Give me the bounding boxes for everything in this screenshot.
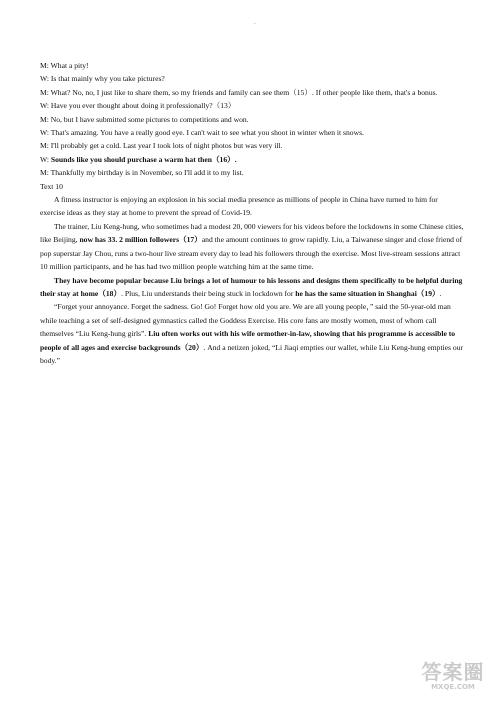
dialogue-block [40, 59, 464, 180]
passage-block [40, 193, 464, 367]
text-segment: The trainer, Liu Keng-hung, who sometimes had a modest 20, 000 viewers for his videos before the lockdowns in some Chinese cities, like Beijing, [40, 221, 464, 245]
page-header-mark: - [254, 22, 256, 27]
text-segment: A fitness instructor is enjoying an explosion in his social media presence as millions of people in China have turned to him for exercise ideas as they stay at home to prevent the spread of Covid-19. [40, 195, 438, 218]
bold-text-segment: he has the same situation in Shanghai（19） [295, 288, 440, 298]
bold-text-segment: now has 33. 2 million followers（17） [79, 235, 202, 245]
text-segment: M: I'll probably get a cold. Last year I took lots of night photos but was very ill. [40, 141, 283, 151]
text-segment: W: Have you ever thought about doing it professionally?（13） [40, 101, 236, 111]
bold-text-segment: Liu often works out with his wife ormother-in-law, showing that his programme is accessible to people of all ages and exercise backgrounds（20） [40, 329, 456, 352]
dialogue-line [40, 86, 464, 99]
text-segment: M: No, but I have submitted some pictures to competitions and won. [40, 114, 249, 124]
passage-paragraph [40, 300, 464, 367]
text-segment: W: Is that mainly why you take pictures? [40, 74, 165, 84]
watermark-logo [414, 661, 492, 701]
text-segment: and the amount continues to grow rapidly. Liu, a Taiwanese singer and close friend of pop superstar Jay Chou, runs a two-hour live stream every day to lead his followers through the exercise. Most live-stream sessions attract 10 million participants, and he has had two million people watching him at the same time. [40, 235, 463, 272]
text-segment: . Plus, Liu understands their being stuck in lockdown for [121, 288, 296, 298]
watermark-logo-text: 答案圈 [421, 660, 485, 684]
text-segment: M: What? No, no, I just like to share them, so my friends and family can see them（15）. If other people like them, that's a bonus. [40, 87, 438, 97]
passage-paragraph [40, 220, 464, 274]
passage-paragraph [40, 274, 464, 301]
dialogue-line [40, 139, 464, 152]
bold-text-segment: They have become popular because Liu brings a lot of humour to his lessons and designs them specifically to be helpful during their stay at home（18） [40, 275, 463, 298]
dialogue-line [40, 153, 464, 166]
text-segment: . And a netizen joked, “Li Jiaqi empties our wallet, while Liu Keng-hung empties our body.” [40, 342, 464, 365]
dialogue-line [40, 59, 464, 72]
passage-paragraph [40, 193, 464, 220]
document-body [40, 59, 464, 367]
text-segment: W: That's amazing. You have a really good eye. I can't wait to see what you shoot in winter when it snows. [40, 128, 364, 138]
text-segment: . [439, 288, 442, 298]
dialogue-line [40, 99, 464, 112]
watermark-site-text: MXQE.COM [431, 683, 475, 691]
text-segment: M: Thankfully my birthday is in November, so I'll add it to my list. [40, 168, 244, 178]
section-title: Text 10 [40, 181, 63, 191]
text-segment: W: [40, 154, 51, 164]
dialogue-line [40, 72, 464, 85]
text-segment: “Forget your annoyance. Forget the sadness. Go! Go! Forget how old you are. We are all young people，” said the 50-year-old man while teaching a set of self-designed gymnastics called the Goddess Exercise. His core fans are mostly women, most of whom call themselves “Liu Keng-hung girls”. [40, 302, 451, 339]
dialogue-line [40, 126, 464, 139]
dialogue-line [40, 166, 464, 179]
dialogue-line [40, 113, 464, 126]
bold-text-segment: Sounds like you should purchase a warm hat then（16）. [50, 154, 237, 164]
text-segment: M: What a pity! [40, 61, 89, 70]
